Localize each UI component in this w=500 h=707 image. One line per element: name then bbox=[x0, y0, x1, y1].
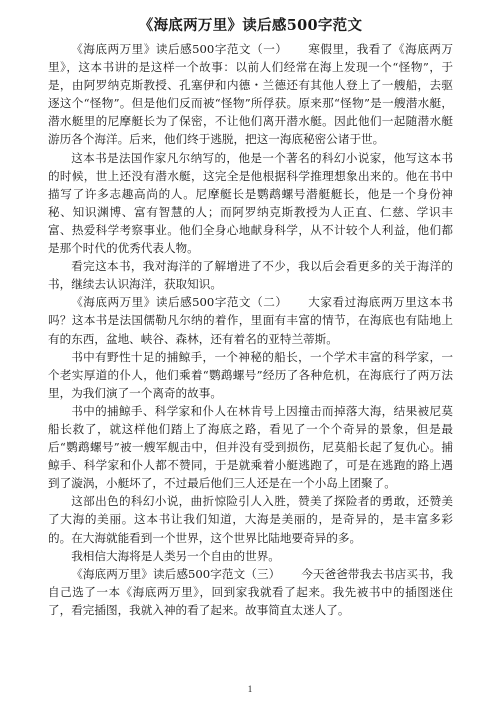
document-title: 《海底两万里》读后感500字范文 bbox=[138, 17, 363, 34]
section-heading-3: 《海底两万里》读后感500字范文（三） bbox=[71, 566, 281, 581]
paragraph bbox=[48, 565, 453, 619]
paragraph: 看完这本书，我对海洋的了解增进了不少，我以后会看更多的关于海洋的书，继续去认识海洋，获取知识。 bbox=[48, 259, 453, 292]
paragraph bbox=[48, 40, 453, 149]
paragraph: 书中有野性十足的捕鲸手，一个神秘的船长，一个学术丰富的科学家，一个老实厚道的仆人，他们乘着“鹦鹉螺号”经历了各种危机，在海底行了两万法里，为我们演了一个离奇的故事。 bbox=[48, 349, 453, 400]
paragraph-text: 寒假里，我看了《海底两万里》，这本书讲的是这样一个故事：以前人们经常在海上发现一个“怪物”，于是，由阿罗纳克斯教授、孔塞伊和内德・兰德还有其他人登上了一艘船，去驱逐这个“怪物”。但是他们反而被“怪物”所俘获。原来那“怪物”是一艘潜水艇，潜水艇里的尼摩艇长为了保密，不让他们离开潜水艇。因此他们一起随潜水艇游历各个海洋。后来，他们终于逃脱，把这一海底秘密公诸于世。 bbox=[48, 42, 453, 147]
section-heading-2: 《海底两万里》读后感500字范文（二） bbox=[71, 295, 288, 310]
paragraph: 我相信大海将是人类另一个自由的世界。 bbox=[71, 548, 280, 563]
paragraph: 书中的捕鲸手、科学家和仆人在林肯号上因撞击而掉落大海，结果被尼莫船长救了，就这样他们踏上了海底之路，看见了一个个奇异的景象，但是最后“鹦鹉螺号”被一艘军舰击中，但并没有受到损伤，尼莫船长起了复仇心。捕鲸手、科学家和仆人都不赞同，于是就乘着小艇逃跑了，可是在逃跑的路上遇到了漩涡，小艇坏了，不过最后他们三人还是在一个小岛上团聚了。 bbox=[48, 403, 453, 491]
paragraph: 这本书是法国作家凡尔纳写的，他是一个著名的科幻小说家，他写这本书的时候，世上还没有潜水艇，这完全是他根据科学推理想象出来的。他在书中描写了许多志趣高尚的人。尼摩艇长是鹦鹉螺号潜艇艇长，他是一个身份神秘、知识渊博、富有智慧的人；而阿罗纳克斯教授为人正直、仁慈、学识丰富、热爱科学考察事业。他们全身心地献身科学，从不计较个人利益，他们都是那个时代的优秀代表人物。 bbox=[48, 150, 453, 256]
paragraph: 这部出色的科幻小说，曲折惊险引人入胜，赞美了探险者的勇敢，还赞美了大海的美丽。这本书让我们知道，大海是美丽的，是奇异的，是丰富多彩的。在大海就能看到一个世界，这个世界比陆地要奇异的多。 bbox=[48, 494, 453, 545]
section-heading-1: 《海底两万里》读后感500字范文（一） bbox=[71, 42, 288, 56]
paragraph bbox=[48, 293, 453, 347]
paragraph-text: 今天爸爸带我去书店买书，我自己选了一本《海底两万里》，回到家我就看了起来。我先被书中的插图迷住了，看完插图，我就入神的看了起来。故事简直太迷人了。 bbox=[48, 566, 453, 617]
page-number: 1 bbox=[247, 684, 253, 694]
paragraph-text: 大家看过海底两万里这本书吗？这本书是法国儒勒凡尔纳的着作，里面有丰富的情节，在海底也有陆地上有的东西，盆地、峡谷、森林，还有着名的亚特兰蒂斯。 bbox=[48, 295, 453, 346]
